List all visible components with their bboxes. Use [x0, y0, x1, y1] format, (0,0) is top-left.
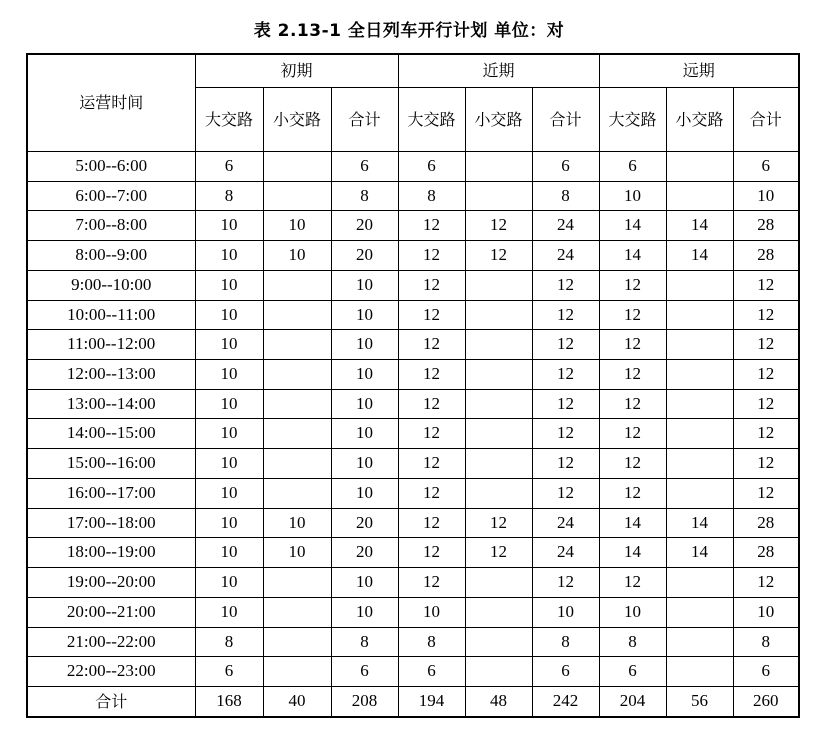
- value-cell-near-total: 6: [532, 152, 599, 182]
- value-cell-long-major: 10: [599, 181, 666, 211]
- value-cell-long-minor: [666, 152, 733, 182]
- value-cell-initial-minor: [263, 360, 331, 390]
- value-cell-near-major: 8: [398, 181, 465, 211]
- value-cell-long-total: 28: [733, 538, 799, 568]
- schedule-body: [27, 152, 799, 718]
- value-cell-initial-minor: [263, 181, 331, 211]
- time-cell: 16:00--17:00: [27, 478, 195, 508]
- value-cell-long-major: 10: [599, 597, 666, 627]
- value-cell-initial-minor: [263, 449, 331, 479]
- value-cell-near-total: 12: [532, 270, 599, 300]
- time-cell: 21:00--22:00: [27, 627, 195, 657]
- value-cell-initial-minor: [263, 300, 331, 330]
- value-cell-long-minor: [666, 597, 733, 627]
- value-cell-initial-minor: [263, 270, 331, 300]
- value-cell-long-total: 12: [733, 568, 799, 598]
- value-cell-long-minor: 14: [666, 538, 733, 568]
- value-cell-near-major: 6: [398, 657, 465, 687]
- table-caption: 表 2.13-1 全日列车开行计划 单位：对: [253, 21, 565, 41]
- value-cell-near-total: 24: [532, 211, 599, 241]
- value-cell-long-total: 8: [733, 627, 799, 657]
- value-cell-initial-total: 10: [331, 419, 398, 449]
- table-row: [27, 508, 799, 538]
- value-cell-near-minor: [465, 270, 532, 300]
- value-cell-long-major: 12: [599, 300, 666, 330]
- sub-header-minor-route: 小交路: [666, 88, 733, 152]
- value-cell-near-minor: [465, 478, 532, 508]
- table-row: [27, 330, 799, 360]
- time-cell: 13:00--14:00: [27, 389, 195, 419]
- value-cell-near-major: 6: [398, 152, 465, 182]
- value-cell-near-total: 12: [532, 300, 599, 330]
- total-label: 合计: [27, 686, 195, 717]
- value-cell-initial-total: 10: [331, 300, 398, 330]
- time-cell: 7:00--8:00: [27, 211, 195, 241]
- value-cell-long-total: 12: [733, 449, 799, 479]
- table-row: [27, 568, 799, 598]
- time-column-header: 运营时间: [27, 54, 195, 152]
- time-cell: 14:00--15:00: [27, 419, 195, 449]
- value-cell-initial-minor: [263, 152, 331, 182]
- value-cell-initial-major: 10: [195, 478, 263, 508]
- value-cell-initial-major: 10: [195, 389, 263, 419]
- value-cell-long-major: 12: [599, 449, 666, 479]
- table-row: [27, 449, 799, 479]
- value-cell-initial-minor: 10: [263, 241, 331, 271]
- value-cell-near-total: 12: [532, 360, 599, 390]
- table-row: [27, 241, 799, 271]
- value-cell-near-major: 12: [398, 360, 465, 390]
- sub-header-subtotal: 合计: [733, 88, 799, 152]
- total-cell-initial-total: 208: [331, 686, 398, 717]
- value-cell-near-total: 8: [532, 181, 599, 211]
- value-cell-initial-major: 10: [195, 597, 263, 627]
- table-row: [27, 360, 799, 390]
- period-header-long: 远期: [599, 54, 799, 88]
- value-cell-long-total: 28: [733, 508, 799, 538]
- table-row: [27, 300, 799, 330]
- table-row: [27, 627, 799, 657]
- value-cell-near-minor: [465, 627, 532, 657]
- value-cell-near-total: 24: [532, 538, 599, 568]
- time-cell: 15:00--16:00: [27, 449, 195, 479]
- value-cell-near-minor: [465, 181, 532, 211]
- value-cell-initial-total: 10: [331, 270, 398, 300]
- table-row: [27, 181, 799, 211]
- value-cell-initial-minor: [263, 389, 331, 419]
- value-cell-near-minor: [465, 568, 532, 598]
- value-cell-initial-total: 10: [331, 389, 398, 419]
- total-cell-initial-major: 168: [195, 686, 263, 717]
- value-cell-near-total: 8: [532, 627, 599, 657]
- value-cell-near-minor: [465, 597, 532, 627]
- value-cell-long-total: 10: [733, 181, 799, 211]
- value-cell-near-total: 12: [532, 330, 599, 360]
- sub-header-subtotal: 合计: [532, 88, 599, 152]
- value-cell-long-minor: 14: [666, 241, 733, 271]
- total-cell-initial-minor: 40: [263, 686, 331, 717]
- value-cell-near-total: 24: [532, 241, 599, 271]
- value-cell-long-minor: 14: [666, 211, 733, 241]
- sub-header-minor-route: 小交路: [263, 88, 331, 152]
- value-cell-long-total: 6: [733, 657, 799, 687]
- value-cell-long-minor: 14: [666, 508, 733, 538]
- table-row: [27, 478, 799, 508]
- value-cell-long-major: 12: [599, 360, 666, 390]
- value-cell-long-total: 6: [733, 152, 799, 182]
- value-cell-long-minor: [666, 181, 733, 211]
- value-cell-initial-major: 10: [195, 330, 263, 360]
- value-cell-long-major: 12: [599, 568, 666, 598]
- time-cell: 19:00--20:00: [27, 568, 195, 598]
- value-cell-initial-total: 20: [331, 508, 398, 538]
- value-cell-long-minor: [666, 330, 733, 360]
- time-cell: 22:00--23:00: [27, 657, 195, 687]
- value-cell-long-major: 6: [599, 152, 666, 182]
- value-cell-long-major: 12: [599, 389, 666, 419]
- value-cell-near-minor: [465, 657, 532, 687]
- value-cell-near-major: 10: [398, 597, 465, 627]
- value-cell-near-major: 12: [398, 300, 465, 330]
- value-cell-initial-total: 20: [331, 241, 398, 271]
- value-cell-initial-major: 10: [195, 300, 263, 330]
- value-cell-initial-major: 10: [195, 211, 263, 241]
- value-cell-long-major: 14: [599, 241, 666, 271]
- value-cell-initial-total: 10: [331, 360, 398, 390]
- value-cell-near-major: 12: [398, 568, 465, 598]
- value-cell-long-major: 12: [599, 270, 666, 300]
- total-row: [27, 686, 799, 717]
- value-cell-long-major: 8: [599, 627, 666, 657]
- total-cell-near-minor: 48: [465, 686, 532, 717]
- value-cell-near-total: 12: [532, 478, 599, 508]
- value-cell-near-total: 10: [532, 597, 599, 627]
- value-cell-initial-major: 10: [195, 568, 263, 598]
- sub-header-subtotal: 合计: [331, 88, 398, 152]
- value-cell-near-major: 12: [398, 538, 465, 568]
- value-cell-initial-minor: 10: [263, 211, 331, 241]
- value-cell-initial-major: 10: [195, 449, 263, 479]
- value-cell-long-total: 12: [733, 330, 799, 360]
- value-cell-near-major: 12: [398, 478, 465, 508]
- value-cell-near-major: 12: [398, 449, 465, 479]
- value-cell-long-minor: [666, 568, 733, 598]
- value-cell-near-minor: 12: [465, 538, 532, 568]
- value-cell-near-minor: 12: [465, 211, 532, 241]
- value-cell-initial-total: 10: [331, 449, 398, 479]
- value-cell-initial-total: 20: [331, 538, 398, 568]
- total-cell-long-minor: 56: [666, 686, 733, 717]
- time-cell: 11:00--12:00: [27, 330, 195, 360]
- train-schedule-table: [26, 53, 800, 718]
- value-cell-near-total: 12: [532, 419, 599, 449]
- value-cell-near-major: 12: [398, 270, 465, 300]
- value-cell-initial-total: 8: [331, 627, 398, 657]
- value-cell-near-minor: [465, 360, 532, 390]
- time-cell: 9:00--10:00: [27, 270, 195, 300]
- value-cell-near-total: 12: [532, 568, 599, 598]
- value-cell-near-minor: [465, 300, 532, 330]
- table-row: [27, 538, 799, 568]
- value-cell-initial-total: 10: [331, 330, 398, 360]
- value-cell-near-major: 12: [398, 241, 465, 271]
- period-header-initial: 初期: [195, 54, 398, 88]
- table-row: [27, 419, 799, 449]
- value-cell-long-minor: [666, 657, 733, 687]
- value-cell-near-minor: [465, 449, 532, 479]
- value-cell-long-total: 28: [733, 241, 799, 271]
- time-cell: 18:00--19:00: [27, 538, 195, 568]
- value-cell-initial-total: 10: [331, 597, 398, 627]
- sub-header-major-route: 大交路: [195, 88, 263, 152]
- value-cell-long-major: 12: [599, 478, 666, 508]
- table-row: [27, 597, 799, 627]
- value-cell-near-minor: [465, 330, 532, 360]
- value-cell-initial-major: 10: [195, 270, 263, 300]
- value-cell-initial-major: 10: [195, 508, 263, 538]
- value-cell-initial-major: 8: [195, 627, 263, 657]
- value-cell-long-minor: [666, 449, 733, 479]
- value-cell-long-minor: [666, 478, 733, 508]
- value-cell-near-total: 6: [532, 657, 599, 687]
- value-cell-initial-total: 8: [331, 181, 398, 211]
- value-cell-near-major: 12: [398, 330, 465, 360]
- value-cell-near-total: 12: [532, 389, 599, 419]
- total-cell-near-major: 194: [398, 686, 465, 717]
- value-cell-initial-minor: [263, 627, 331, 657]
- time-cell: 12:00--13:00: [27, 360, 195, 390]
- value-cell-initial-major: 6: [195, 152, 263, 182]
- value-cell-initial-total: 10: [331, 568, 398, 598]
- time-cell: 8:00--9:00: [27, 241, 195, 271]
- table-row: [27, 211, 799, 241]
- total-cell-near-total: 242: [532, 686, 599, 717]
- value-cell-initial-minor: 10: [263, 538, 331, 568]
- value-cell-near-minor: [465, 389, 532, 419]
- table-row: [27, 389, 799, 419]
- value-cell-initial-total: 6: [331, 657, 398, 687]
- total-cell-long-total: 260: [733, 686, 799, 717]
- sub-header-minor-route: 小交路: [465, 88, 532, 152]
- value-cell-initial-major: 6: [195, 657, 263, 687]
- value-cell-initial-minor: [263, 419, 331, 449]
- value-cell-long-major: 14: [599, 538, 666, 568]
- time-cell: 20:00--21:00: [27, 597, 195, 627]
- table-row: [27, 270, 799, 300]
- value-cell-long-major: 14: [599, 508, 666, 538]
- value-cell-near-minor: 12: [465, 508, 532, 538]
- value-cell-near-minor: [465, 419, 532, 449]
- period-header-near: 近期: [398, 54, 599, 88]
- value-cell-near-major: 12: [398, 389, 465, 419]
- value-cell-initial-total: 20: [331, 211, 398, 241]
- time-cell: 6:00--7:00: [27, 181, 195, 211]
- value-cell-long-major: 12: [599, 330, 666, 360]
- value-cell-long-minor: [666, 389, 733, 419]
- sub-header-major-route: 大交路: [398, 88, 465, 152]
- total-cell-long-major: 204: [599, 686, 666, 717]
- value-cell-initial-minor: [263, 478, 331, 508]
- table-row: [27, 152, 799, 182]
- table-row: [27, 657, 799, 687]
- value-cell-long-total: 12: [733, 360, 799, 390]
- value-cell-initial-major: 10: [195, 360, 263, 390]
- sub-header-major-route: 大交路: [599, 88, 666, 152]
- value-cell-near-major: 12: [398, 419, 465, 449]
- value-cell-near-total: 12: [532, 449, 599, 479]
- value-cell-initial-total: 10: [331, 478, 398, 508]
- value-cell-initial-minor: [263, 597, 331, 627]
- value-cell-long-total: 28: [733, 211, 799, 241]
- value-cell-long-minor: [666, 270, 733, 300]
- value-cell-near-minor: 12: [465, 241, 532, 271]
- value-cell-initial-major: 10: [195, 419, 263, 449]
- value-cell-near-major: 12: [398, 211, 465, 241]
- value-cell-long-total: 12: [733, 478, 799, 508]
- value-cell-long-total: 10: [733, 597, 799, 627]
- time-cell: 5:00--6:00: [27, 152, 195, 182]
- time-cell: 17:00--18:00: [27, 508, 195, 538]
- time-cell: 10:00--11:00: [27, 300, 195, 330]
- value-cell-near-major: 8: [398, 627, 465, 657]
- value-cell-near-major: 12: [398, 508, 465, 538]
- value-cell-long-minor: [666, 360, 733, 390]
- value-cell-long-major: 6: [599, 657, 666, 687]
- value-cell-long-minor: [666, 627, 733, 657]
- value-cell-long-total: 12: [733, 389, 799, 419]
- value-cell-long-total: 12: [733, 270, 799, 300]
- value-cell-long-major: 12: [599, 419, 666, 449]
- value-cell-initial-minor: 10: [263, 508, 331, 538]
- value-cell-initial-minor: [263, 568, 331, 598]
- value-cell-initial-minor: [263, 330, 331, 360]
- value-cell-initial-total: 6: [331, 152, 398, 182]
- value-cell-initial-major: 8: [195, 181, 263, 211]
- value-cell-initial-major: 10: [195, 538, 263, 568]
- value-cell-long-total: 12: [733, 419, 799, 449]
- value-cell-initial-major: 10: [195, 241, 263, 271]
- value-cell-long-total: 12: [733, 300, 799, 330]
- value-cell-long-minor: [666, 419, 733, 449]
- value-cell-near-total: 24: [532, 508, 599, 538]
- value-cell-near-minor: [465, 152, 532, 182]
- value-cell-initial-minor: [263, 657, 331, 687]
- value-cell-long-minor: [666, 300, 733, 330]
- value-cell-long-major: 14: [599, 211, 666, 241]
